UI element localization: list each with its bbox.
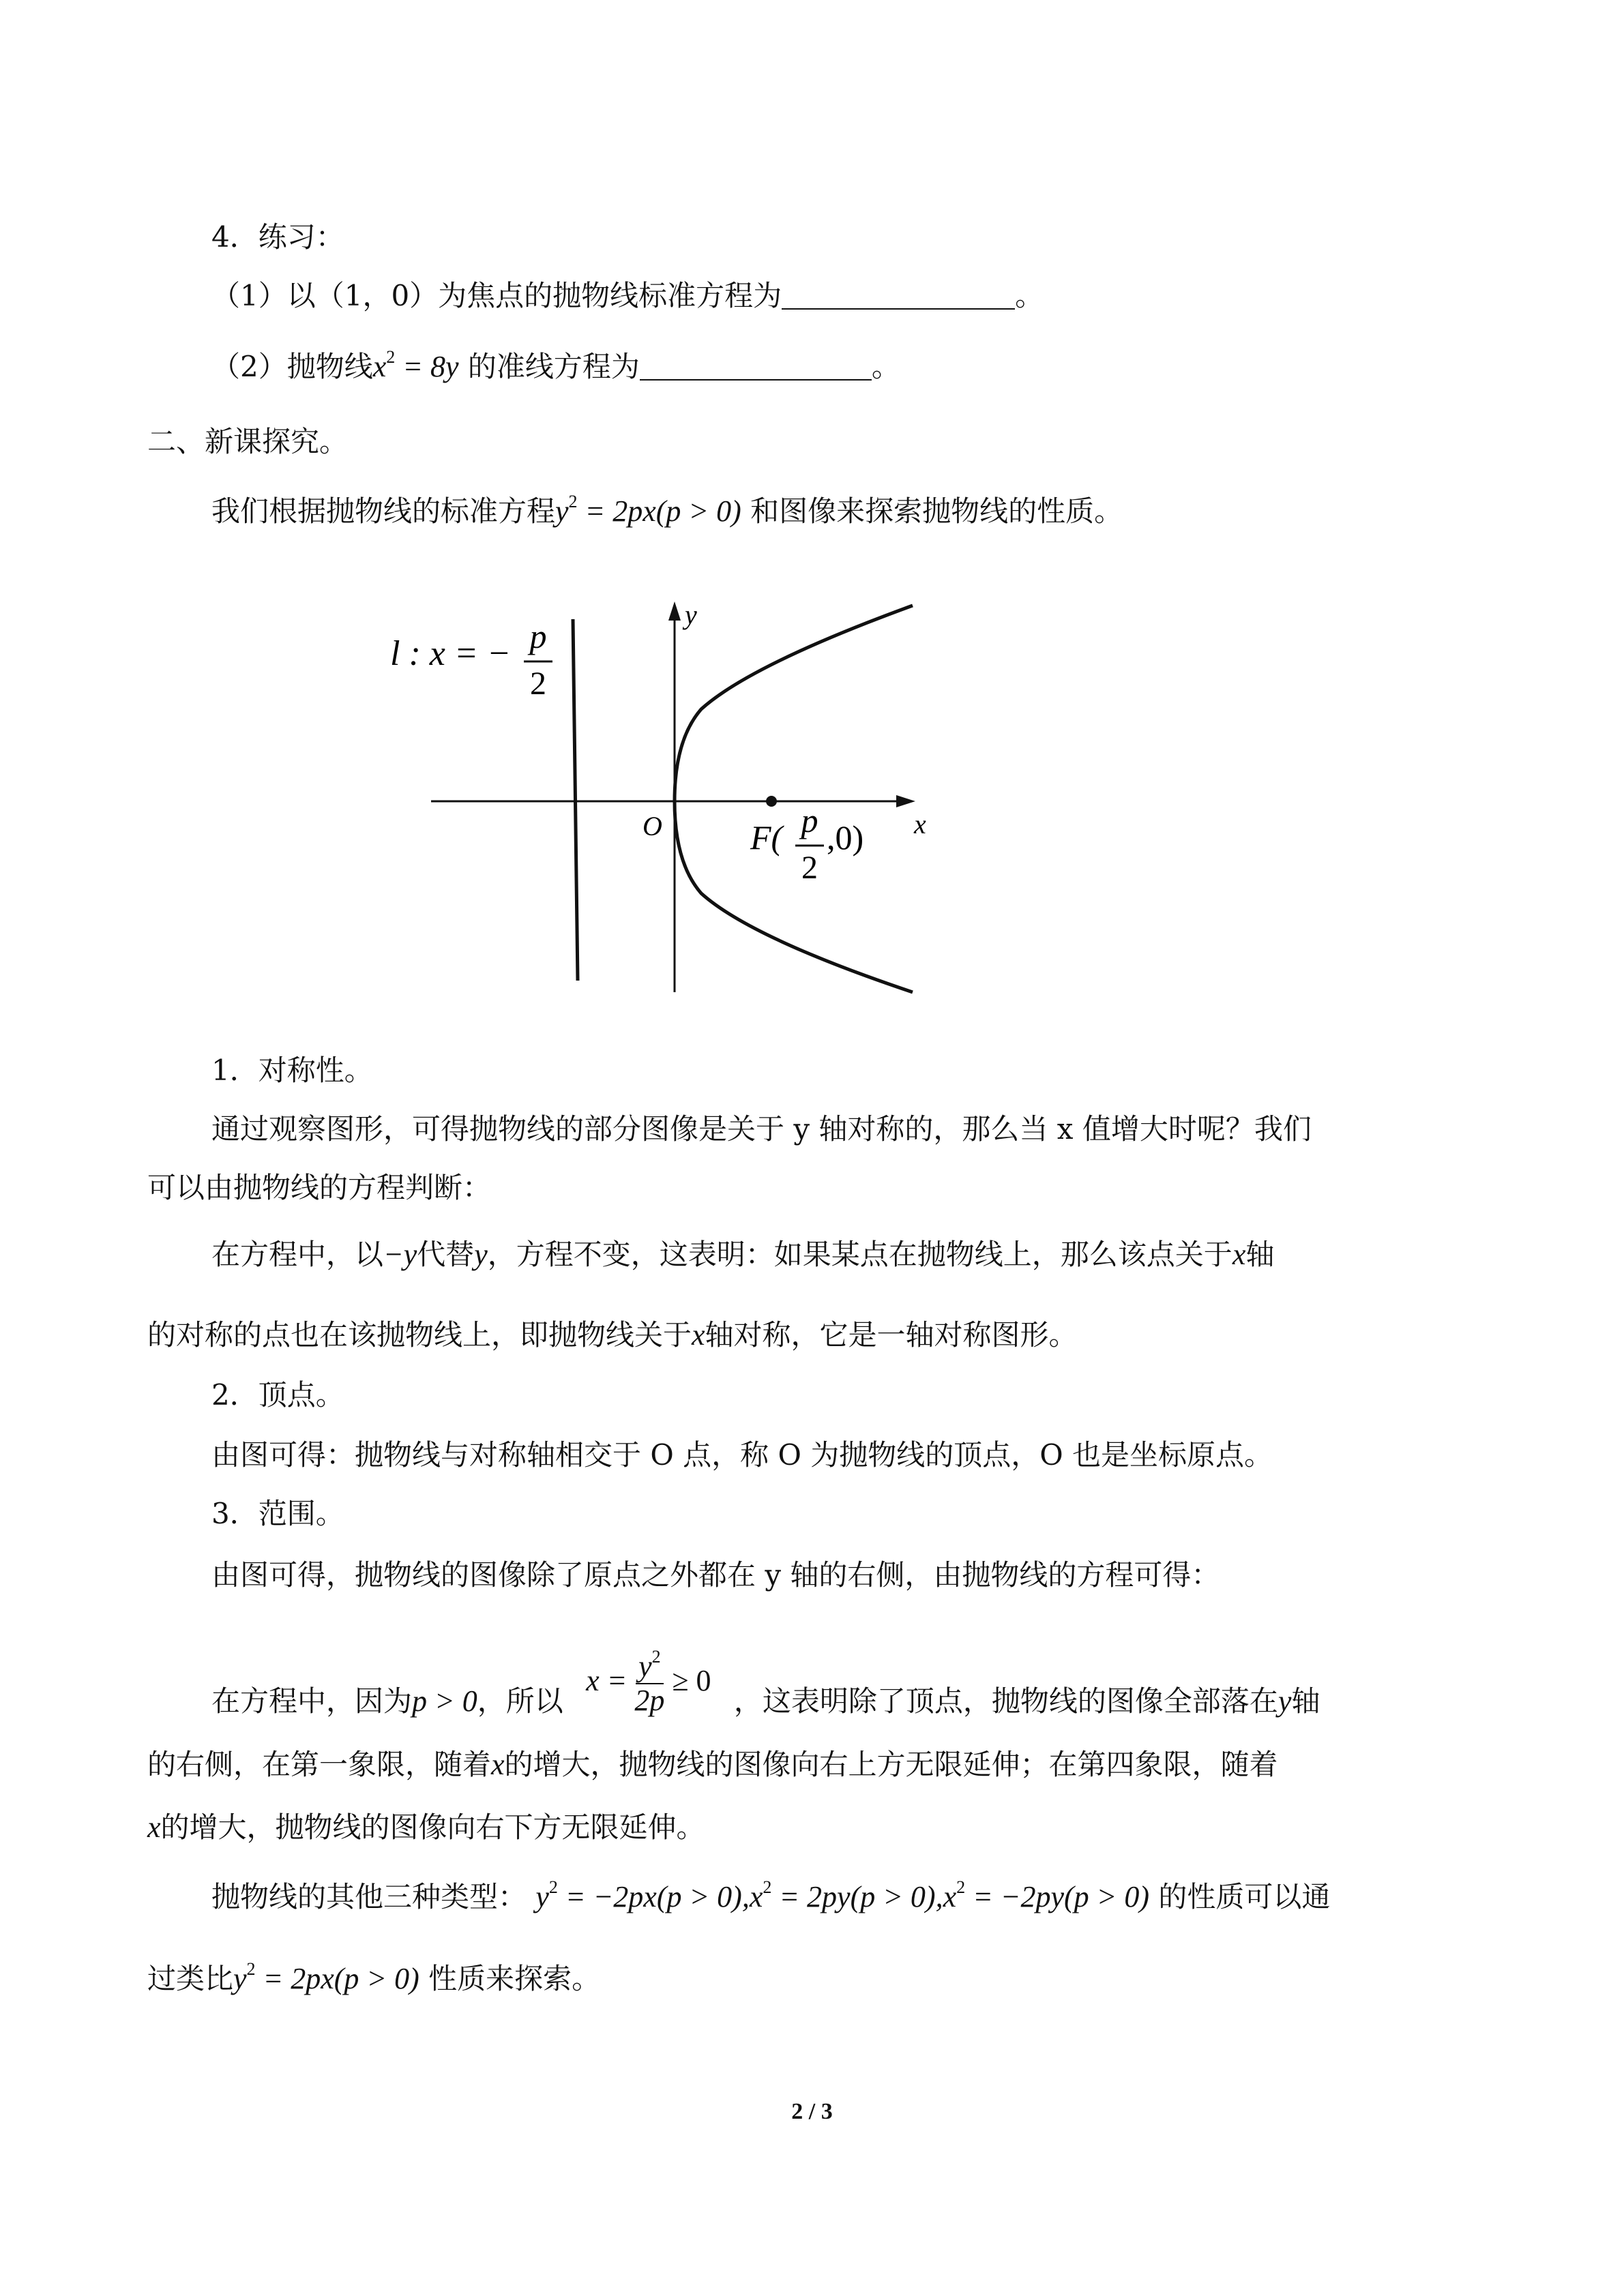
range-paragraph-2-line-1: 在方程中，因为p > 0，所以 x = $\frac{y^2}{2p}$ ≥ 0 ，这表明除了顶点，抛物线的图像全部落在y轴 — [211, 1647, 1320, 1718]
directrix-fraction-den: 2 — [530, 666, 546, 702]
q2-equation: $x^2 = 8y$ — [372, 347, 459, 383]
range-heading: 3．范围。 — [211, 1497, 344, 1530]
range-paragraph-2-line-2: 的右侧，在第一象限，随着x的增大，抛物线的图像向右上方无限延伸；在第四象限，随着 — [147, 1748, 1278, 1781]
focus-label-suffix: ,0) — [827, 818, 864, 856]
symmetry-paragraph-2-line-1: 在方程中，以−y代替y，方程不变，这表明：如果某点在抛物线上，那么该点关于x轴 — [211, 1238, 1275, 1271]
focus-label-prefix: F( — [750, 818, 783, 856]
directrix-fraction-num: p — [529, 617, 547, 655]
symmetry-heading: 1．对称性。 — [211, 1054, 373, 1087]
x-axis-label: x — [914, 809, 926, 839]
other-types-line-2: 过类比$y^2 = 2px(p > 0)$ 性质来探索。 — [147, 1959, 601, 1995]
page-number: 2 / 3 — [791, 2099, 833, 2124]
answer-blank-2[interactable] — [640, 349, 872, 381]
focus-fraction-num: p — [801, 801, 818, 839]
symmetry-paragraph-line-2: 可以由抛物线的方程判断： — [147, 1171, 492, 1204]
answer-blank-1[interactable] — [782, 278, 1015, 310]
analogy-equation: $y^2 = 2px(p > 0)$ — [233, 1959, 419, 1995]
focus-point — [766, 796, 777, 807]
y-axis-label: y — [685, 599, 697, 630]
practice-heading: 4．练习： — [211, 220, 344, 254]
range-inequality: x = $\frac{y^2}{2p}$ ≥ 0 — [586, 1647, 711, 1717]
origin-label: O — [643, 811, 662, 841]
focus-fraction-den: 2 — [801, 850, 818, 886]
range-paragraph-2-line-3: x的增大，抛物线的图像向右下方无限延伸。 — [147, 1810, 705, 1844]
range-paragraph-1: 由图可得，抛物线的图像除了原点之外都在 y 轴的右侧，由抛物线的方程可得： — [211, 1558, 1220, 1592]
y-axis-arrow — [668, 601, 681, 621]
directrix-label: l : x = − — [390, 634, 512, 673]
standard-equation: $y^2 = 2px(p > 0)$ — [555, 492, 741, 528]
parabola-figure — [382, 586, 941, 1009]
vertex-paragraph: 由图可得：抛物线与对称轴相交于 O 点，称 O 为抛物线的顶点，O 也是坐标原点。 — [211, 1438, 1273, 1472]
other-types-equations: $y^2 = -2px(p > 0),x^2 = 2py(p > 0),x^2 = -2py(p > 0)$ — [535, 1877, 1150, 1913]
other-types-line-1: 抛物线的其他三种类型： $y^2 = -2px(p > 0),x^2 = 2py(p > 0),x^2 = -2py(p > 0)$ 的性质可以通 — [211, 1877, 1331, 1913]
intro-paragraph: 我们根据抛物线的标准方程$y^2 = 2px(p > 0)$ 和图像来探索抛物线的性质。 — [211, 492, 1123, 528]
vertex-heading: 2．顶点。 — [211, 1378, 344, 1412]
parabola-curve — [675, 606, 913, 992]
directrix-line — [573, 619, 578, 981]
section-heading: 二、新课探究。 — [147, 425, 349, 458]
x-axis-arrow — [896, 795, 915, 807]
symmetry-paragraph-line-1: 通过观察图形，可得抛物线的部分图像是关于 y 轴对称的，那么当 x 值增大时呢？我们 — [211, 1112, 1312, 1146]
practice-question-2: （2）抛物线$x^2 = 8y$ 的准线方程为 。 — [211, 347, 900, 383]
practice-question-1: （1）以（1，0）为焦点的抛物线标准方程为 。 — [211, 279, 1044, 312]
symmetry-paragraph-2-line-2: 的对称的点也在该抛物线上，即抛物线关于x轴对称，它是一轴对称图形。 — [147, 1318, 1078, 1352]
